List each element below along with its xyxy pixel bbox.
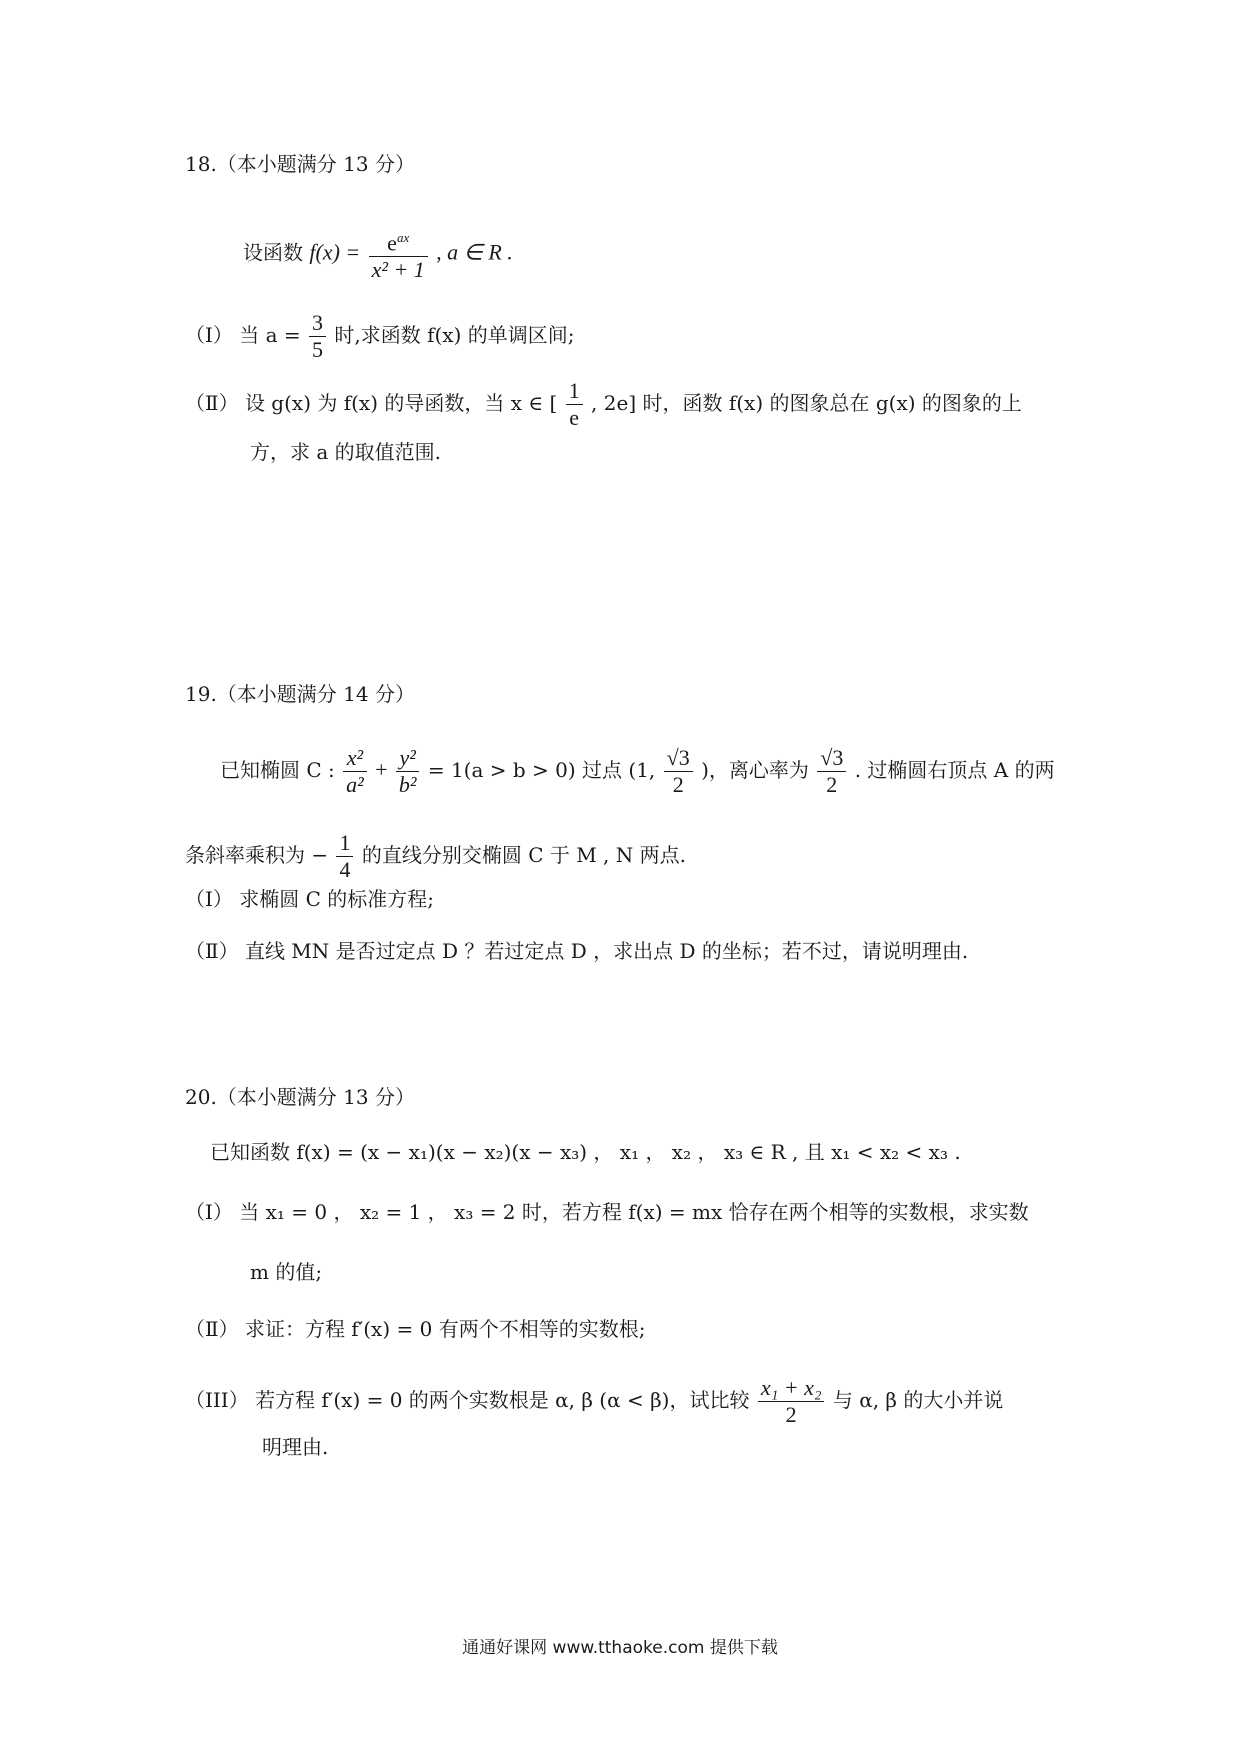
q19-part2-label: （Ⅱ）: [185, 939, 239, 963]
q19-header: 19.（本小题满分 14 分）: [185, 682, 415, 706]
q18-part1-text-a: 当 a =: [239, 323, 301, 347]
q18-stem-lhs: f(x) =: [309, 239, 361, 265]
q18-stem-suffix: , a ∈ R .: [436, 239, 513, 265]
q20-part1-text: 当 x₁ = 0 ， x₂ = 1 ， x₃ = 2 时，若方程 f(x) = mx 恰存在两个相等的实数根，求实数: [239, 1200, 1029, 1224]
q19-stem-e: 条斜率乘积为 −: [185, 843, 329, 867]
q18-stem-fraction: $\frac{e^{ax}}{\text{x² + 1}}$: [369, 225, 428, 283]
q20-stem: 已知函数 f(x) = (x − x₁)(x − x₂)(x − x₃) ， x₁ ， x₂ ， x₃ ∈ R , 且 x₁ < x₂ < x₃ .: [210, 1140, 961, 1164]
q20-part3-cont: 明理由.: [262, 1435, 329, 1459]
q18-part2-cont: 方，求 a 的取值范围.: [250, 440, 441, 464]
q20-header: 20.（本小题满分 13 分）: [185, 1085, 415, 1109]
q19-frac-ecc: $\frac{√3}{2}$: [817, 745, 846, 798]
q19-part2-text: 直线 MN 是否过定点 D ？若过定点 D ，求出点 D 的坐标；若不过，请说明理由.: [244, 939, 969, 963]
q19-stem-line2: [185, 830, 686, 883]
q20-part3-fraction: $\frac{\text{x₁ + x₂}}{2}$: [758, 1375, 825, 1428]
q19-frac-y2b2: $\frac{\text{y²}}{\text{b²}}$: [396, 745, 420, 798]
q20-part3: [185, 1375, 1003, 1428]
q18-part1: [185, 310, 575, 363]
q20-part1-cont: m 的值;: [250, 1260, 323, 1284]
q18-stem: [243, 225, 513, 283]
q19-stem-b: = 1(a > b > 0) 过点 (1,: [427, 758, 656, 782]
q18-part1-fraction: $\frac{3}{5}$: [309, 310, 326, 363]
q20-part2: [185, 1315, 645, 1343]
q18-part1-text-b: 时,求函数 f(x) 的单调区间;: [334, 323, 575, 347]
q19-stem-f: 的直线分别交椭圆 C 于 M , N 两点.: [361, 843, 686, 867]
q19-frac-quarter: $\frac{1}{4}$: [336, 830, 353, 883]
q18-part2-fraction: $\frac{1}{e}$: [566, 378, 583, 431]
q19-part1: [185, 885, 434, 913]
q18-part2-label: （Ⅱ）: [185, 391, 239, 415]
q18-part1-label: （Ⅰ）: [185, 323, 233, 347]
q18-stem-prefix: 设函数: [243, 240, 303, 265]
q20-part2-text: 求证：方程 f′(x) = 0 有两个不相等的实数根;: [244, 1317, 646, 1341]
q18-part2: [185, 378, 1022, 431]
q18-header: 18.（本小题满分 13 分）: [185, 152, 415, 176]
q19-part1-text: 求椭圆 C 的标准方程;: [239, 887, 435, 911]
q20-part3-text-b: 与 α, β 的大小并说: [832, 1388, 1004, 1412]
footer-download-note: 通通好课网 www.tthaoke.com 提供下载: [462, 1638, 778, 1658]
q20-part1-label: （Ⅰ）: [185, 1200, 233, 1224]
q19-plus: +: [375, 757, 388, 782]
q19-stem-c: )，离心率为: [701, 758, 809, 782]
q18-part2-text-a: 设 g(x) 为 f(x) 的导函数，当 x ∈ [: [244, 391, 558, 415]
q20-part3-text-a: 若方程 f′(x) = 0 的两个实数根是 α, β (α < β)，试比较: [255, 1388, 750, 1412]
q20-part1: [185, 1198, 1029, 1226]
q20-part3-label: （III）: [185, 1388, 249, 1412]
q20-part2-label: （Ⅱ）: [185, 1317, 239, 1341]
q18-part2-text-b: , 2e] 时，函数 f(x) 的图象总在 g(x) 的图象的上: [591, 391, 1022, 415]
q19-stem-line1: [220, 745, 1055, 798]
q19-stem-d: . 过椭圆右顶点 A 的两: [854, 758, 1055, 782]
q19-stem-a: 已知椭圆 C :: [220, 758, 335, 782]
q19-frac-point: $\frac{√3}{2}$: [664, 745, 693, 798]
q19-part2: [185, 937, 968, 965]
q19-part1-label: （Ⅰ）: [185, 887, 233, 911]
q19-frac-x2a2: $\frac{\text{x²}}{\text{a²}}$: [343, 745, 367, 798]
